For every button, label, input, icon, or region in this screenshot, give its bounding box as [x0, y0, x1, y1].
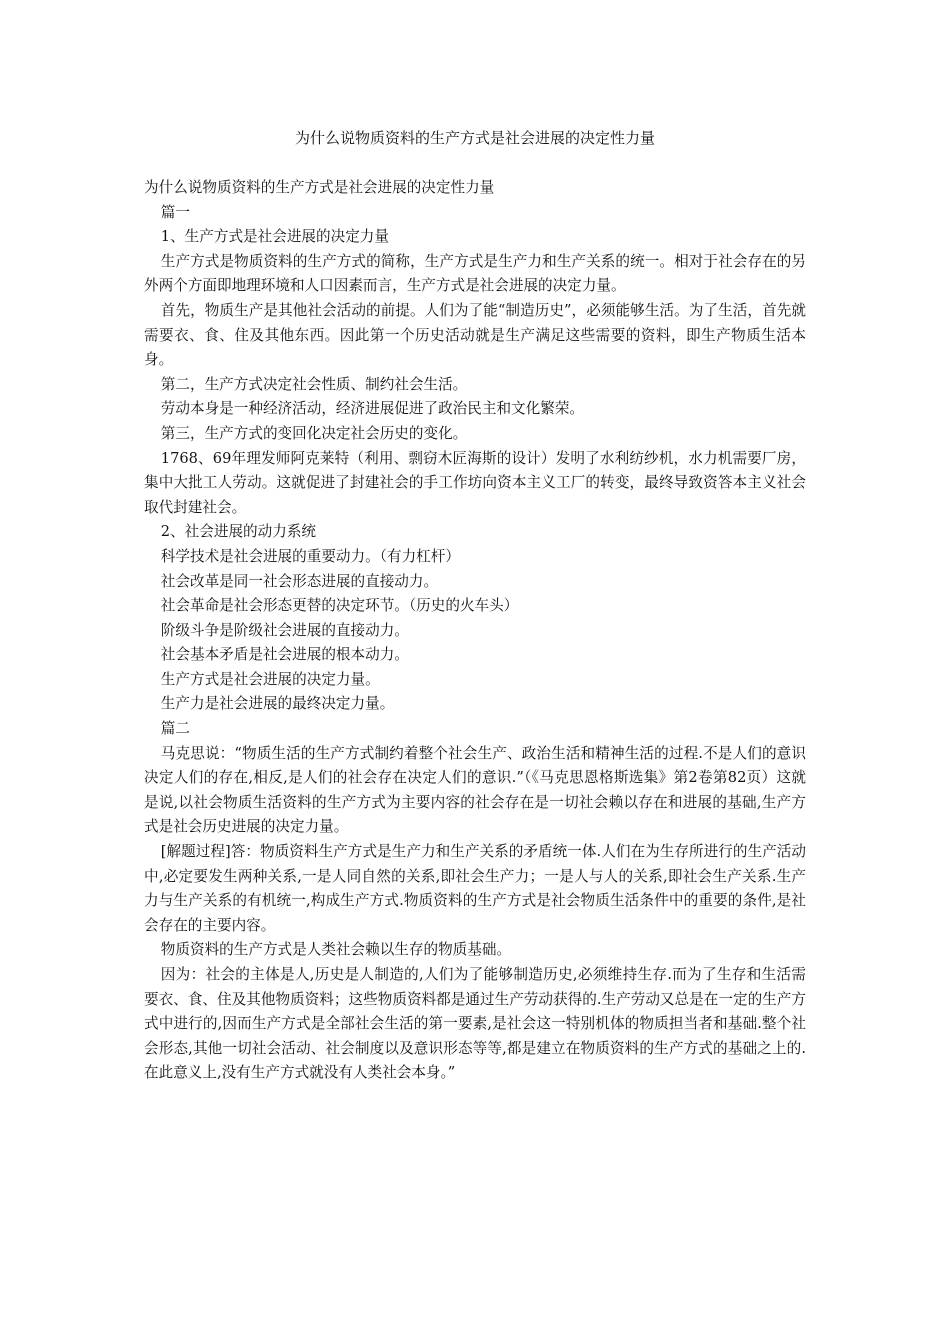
list-line: 阶级斗争是阶级社会进展的直接动力。	[160, 621, 409, 639]
page-title: 为什么说物质资料的生产方式是社会进展的决定性力量	[294, 129, 655, 147]
paragraph: 生产方式是物质资料的生产方式的简称，生产方式是生产力和生产关系的统一。相对于社会存在的另外两个方面即地理环境和人口因素而言，生产方式是社会进展的决定力量。	[144, 252, 806, 295]
paragraph: 第三，生产方式的变回化决定社会历史的变化。	[160, 424, 468, 442]
paragraph: 第二，生产方式决定社会性质、制约社会生活。	[160, 375, 468, 393]
list-line: 生产方式是社会进展的决定力量。	[160, 670, 380, 688]
paragraph: 劳动本身是一种经济活动，经济进展促进了政治民主和文化繁荣。	[160, 400, 585, 418]
paragraph: 1768、69年理发师阿克莱特（利用、剽窃木匠海斯的设计）发明了水利纺纱机，水力机需要厂房，集中大批工人劳动。这就促进了封建社会的手工作坊向资本主义工厂的转变，最终导致资答本主义社会取代封建社会。	[144, 449, 806, 516]
paragraph: 首先，物质生产是其他社会活动的前提。人们为了能“制造历史”，必须能够生活。为了生活，首先就需要衣、食、住及其他东西。因此第一个历史活动就是生产满足这些需要的资料，即生产物质生活本身。	[144, 301, 806, 369]
paragraph: [解题过程]答：物质资料生产方式是生产力和生产关系的矛盾统一体.人们在为生存所进行的生产活动中,必定要发生两种关系,一是人同自然的关系,即社会生产力；一是人与人的关系,即社会生产关系.生产力与生产关系的有机统一,构成生产方式.物质资料的生产方式是社会物质生活条件中的重要的条件,是社会存在的主要内容。	[144, 843, 806, 934]
paragraph: 因为：社会的主体是人,历史是人制造的,人们为了能够制造历史,必须维持生存.而为了生存和生活需要衣、食、住及其他物质资料；这些物质资料都是通过生产劳动获得的.生产劳动又总是在一定的生产方式中进行的,因而生产方式是全部社会生活的第一要素,是社会这一特别机体的物质担当者和基础.整个社会形态,其他一切社会活动、社会制度以及意识形态等等,都是建立在物质资料的生产方式的基础之上的.在此意义上,没有生产方式就没有人类社会本身。”	[144, 966, 806, 1082]
paragraph: 物质资料的生产方式是人类社会赖以生存的物质基础。	[160, 941, 512, 959]
document-body	[144, 176, 806, 1086]
section-label-part-one: 篇一	[160, 203, 190, 221]
list-line: 社会革命是社会形态更替的决定环节。（历史的火车头）	[160, 597, 519, 615]
list-line: 科学技术是社会进展的重要动力。（有力杠杆）	[160, 547, 460, 565]
list-line: 社会基本矛盾是社会进展的根本动力。	[160, 646, 409, 664]
list-line: 生产力是社会进展的最终决定力量。	[160, 695, 395, 713]
section-label-part-two: 篇二	[160, 720, 190, 738]
subheading-1: 1、生产方式是社会进展的决定力量	[160, 228, 389, 246]
subheading-2: 2、社会进展的动力系统	[160, 523, 317, 541]
list-line: 社会改革是同一社会形态进展的直接动力。	[160, 572, 439, 590]
paragraph: 马克思说：“物质生活的生产方式制约着整个社会生产、政治生活和精神生活的过程.不是人们的意识决定人们的存在,相反,是人们的社会存在决定人们的意识.”（《马克思恩格斯选集》第2卷第82页）这就是说,以社会物质生活资料的生产方式为主要内容的社会存在是一切社会赖以存在和进展的基础,生产方式是社会历史进展的决定力量。	[144, 744, 806, 836]
heading-repeat: 为什么说物质资料的生产方式是社会进展的决定性力量	[144, 179, 495, 196]
